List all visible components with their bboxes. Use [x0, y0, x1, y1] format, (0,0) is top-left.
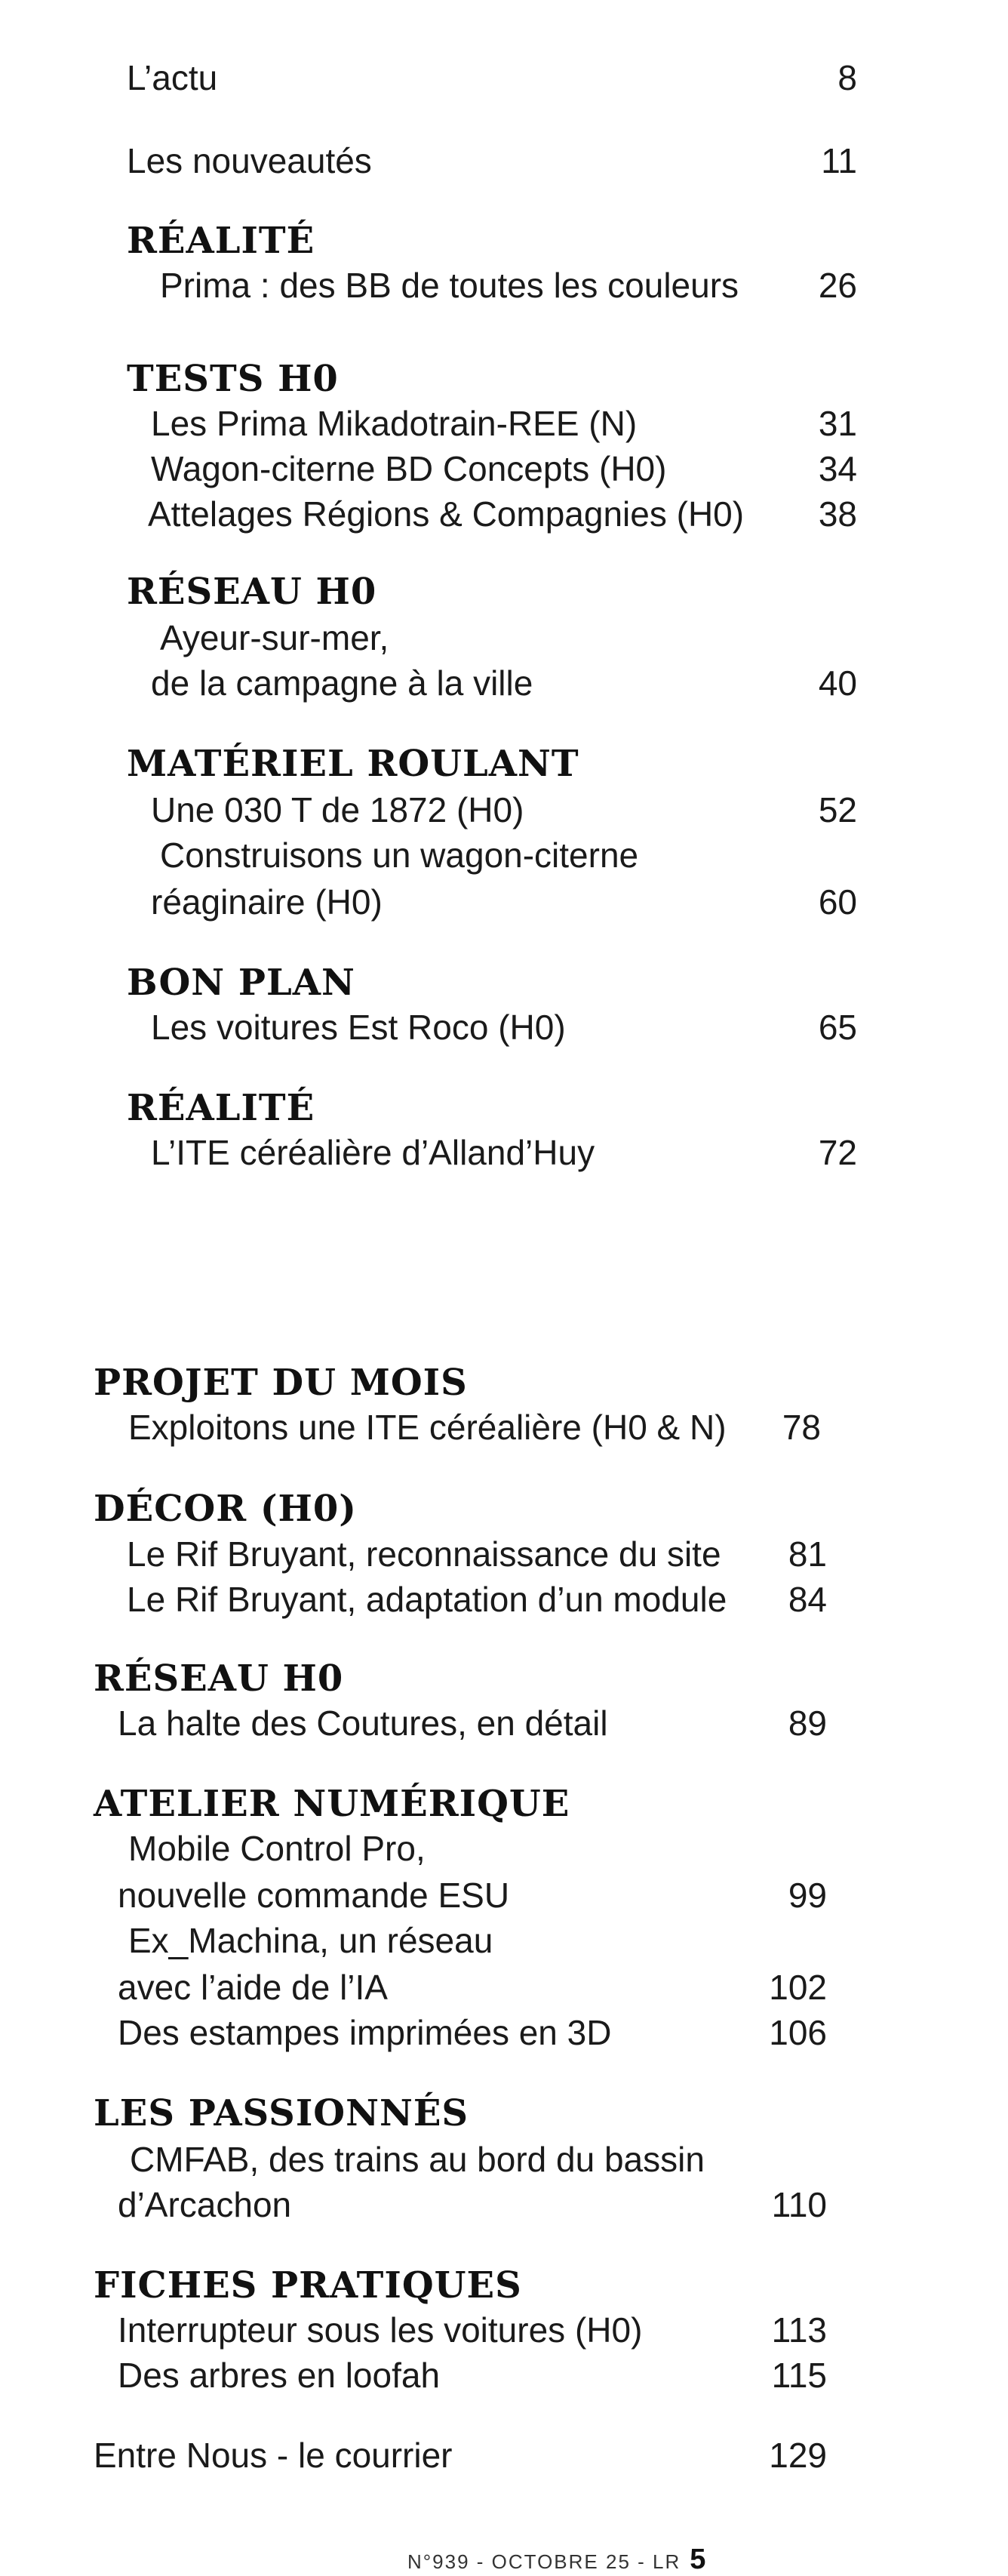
page-number-ayeur: 40	[818, 663, 857, 703]
section-heading-projet-du-mois: PROJET DU MOIS	[94, 1362, 468, 1404]
folio-text: N°939 - OCTOBRE 25 - LR	[407, 2550, 681, 2573]
page-folio	[407, 2544, 705, 2576]
page-number-rif-bruyant-module: 84	[788, 1580, 827, 1619]
toc-entry-mobile-control-line1: Mobile Control Pro,	[128, 1829, 426, 1868]
page-number-courrier: 129	[769, 2436, 827, 2475]
toc-entry-cmfab-line2: d’Arcachon	[118, 2185, 292, 2224]
page-number-rif-bruyant-site: 81	[788, 1534, 827, 1574]
section-heading-realite-2: RÉALITÉ	[127, 1087, 315, 1129]
page-number-prima-mikadotrain: 31	[818, 404, 857, 443]
page-number-interrupteur: 113	[771, 2310, 827, 2350]
page-number-voitures-est: 65	[818, 1008, 857, 1047]
toc-entry-exploitons-ite: Exploitons une ITE céréalière (H0 & N)	[128, 1408, 727, 1447]
page-number-ite-alland: 72	[818, 1133, 857, 1172]
section-heading-materiel-roulant: MATÉRIEL ROULANT	[127, 743, 579, 785]
page-number-mobile-control: 99	[788, 1876, 827, 1915]
folio-page-number: 5	[690, 2544, 706, 2575]
toc-entry-prima-mikadotrain: Les Prima Mikadotrain-REE (N)	[151, 404, 638, 443]
toc-entry-interrupteur: Interrupteur sous les voitures (H0)	[118, 2310, 643, 2350]
section-heading-realite: RÉALITÉ	[127, 220, 315, 262]
page-number-wagon-citerne-bd: 34	[818, 449, 857, 488]
toc-entry-mobile-control-line2: nouvelle commande ESU	[118, 1876, 510, 1915]
toc-entry-cmfab-line1: CMFAB, des trains au bord du bassin	[130, 2140, 705, 2179]
toc-entry-rif-bruyant-site: Le Rif Bruyant, reconnaissance du site	[127, 1534, 721, 1574]
toc-entry-030t: Une 030 T de 1872 (H0)	[151, 790, 524, 829]
toc-entry-arbres-loofah: Des arbres en loofah	[118, 2356, 441, 2395]
toc-entry-attelages: Attelages Régions & Compagnies (H0)	[148, 494, 745, 534]
toc-entry-estampes-3d: Des estampes imprimées en 3D	[118, 2013, 612, 2052]
section-heading-decor-h0: DÉCOR (H0)	[94, 1488, 357, 1530]
page-number-halte-coutures: 89	[788, 1703, 827, 1743]
section-heading-reseau-h0: RÉSEAU H0	[127, 571, 377, 613]
page-number-ex-machina: 102	[769, 1968, 827, 2007]
page-number-exploitons-ite: 78	[782, 1408, 821, 1447]
page-number-wagon-citerne: 60	[818, 882, 857, 922]
page-number-030t: 52	[818, 790, 857, 829]
page-number-actu: 8	[837, 58, 857, 97]
toc-entry-actu: L’actu	[127, 58, 218, 97]
toc-entry-ayeur-line2: de la campagne à la ville	[151, 663, 533, 703]
section-heading-atelier-numerique: ATELIER NUMÉRIQUE	[94, 1783, 570, 1825]
toc-entry-nouveautes: Les nouveautés	[127, 141, 372, 180]
toc-entry-ayeur-line1: Ayeur-sur-mer,	[160, 618, 389, 657]
page-number-nouveautes: 11	[821, 141, 857, 180]
toc-entry-courrier: Entre Nous - le courrier	[94, 2436, 453, 2475]
section-heading-tests-h0: TESTS H0	[127, 358, 339, 400]
toc-entry-ex-machina-line1: Ex_Machina, un réseau	[128, 1921, 493, 1960]
page-number-cmfab: 110	[771, 2185, 827, 2224]
page-number-arbres-loofah: 115	[771, 2356, 827, 2395]
page-number-estampes-3d: 106	[769, 2013, 827, 2052]
section-heading-bon-plan: BON PLAN	[127, 962, 355, 1004]
toc-entry-wagon-citerne-line1: Construisons un wagon-citerne	[160, 836, 639, 875]
toc-entry-ite-alland: L’ITE céréalière d’Alland’Huy	[151, 1133, 595, 1172]
section-heading-les-passionnes: LES PASSIONNÉS	[94, 2092, 469, 2134]
toc-entry-halte-coutures: La halte des Coutures, en détail	[118, 1703, 608, 1743]
toc-entry-wagon-citerne-bd: Wagon-citerne BD Concepts (H0)	[151, 449, 667, 488]
toc-entry-ex-machina-line2: avec l’aide de l’IA	[118, 1968, 388, 2007]
toc-entry-rif-bruyant-module: Le Rif Bruyant, adaptation d’un module	[127, 1580, 727, 1619]
section-heading-reseau-h0-2: RÉSEAU H0	[94, 1657, 344, 1700]
section-heading-fiches-pratiques: FICHES PRATIQUES	[94, 2264, 522, 2307]
page-number-attelages: 38	[818, 494, 857, 534]
toc-entry-voitures-est: Les voitures Est Roco (H0)	[151, 1008, 566, 1047]
toc-entry-prima-bb: Prima : des BB de toutes les couleurs	[160, 266, 739, 305]
toc-entry-wagon-citerne-line2: réaginaire (H0)	[151, 882, 383, 922]
page-number-prima-bb: 26	[818, 266, 857, 305]
